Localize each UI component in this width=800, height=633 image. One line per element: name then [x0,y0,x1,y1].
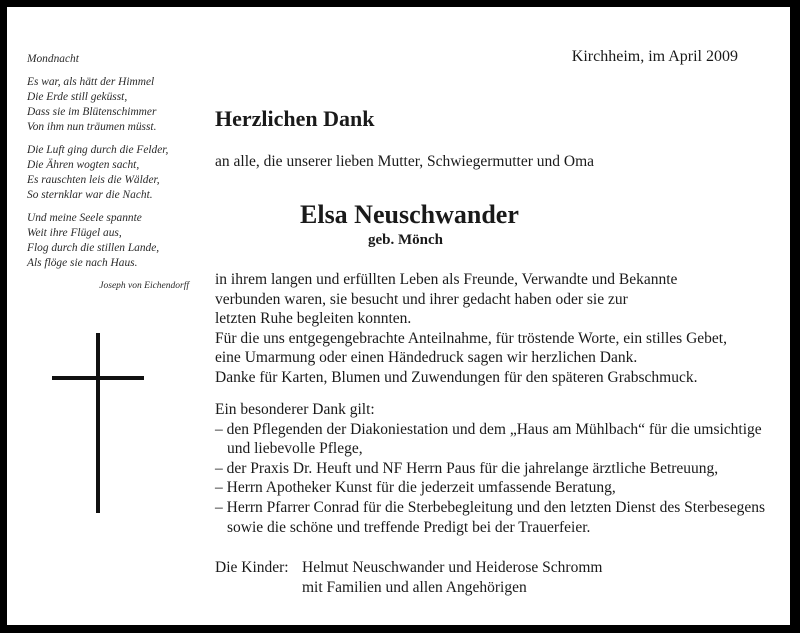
poem-line: Dass sie im Blütenschimmer [27,106,157,118]
poem-stanza-3 [27,211,197,271]
special-thanks-heading: Ein besonderer Dank gilt: [215,401,375,418]
signature-label: Die Kinder: [215,559,289,576]
birth-name: geb. Mönch [368,232,443,248]
body-line: verbunden waren, sie besucht und ihrer gedacht haben oder sie zur [215,290,628,308]
poem-line: Die Luft ging durch die Felder, [27,144,169,156]
body-line: eine Umarmung oder einen Händedruck sagen wir herzlichen Dank. [215,349,638,366]
poem-line: So sternklar war die Nacht. [27,189,153,201]
body-line: letzten Ruhe begleiten konnten. [215,310,412,327]
poem-line: Und meine Seele spannte [27,212,142,224]
notice-title: Herzlichen Dank [215,106,375,131]
poem-line: Es war, als hätt der Himmel [27,76,155,88]
poem-line: Als flöge sie nach Haus. [27,257,138,269]
signature [215,558,602,597]
poem [27,52,197,294]
poem-stanza-2 [27,143,197,203]
cross-vertical-bar [96,333,100,513]
poem-title: Mondnacht [27,53,79,65]
body-line: Danke für Karten, Blumen und Zuwendungen für den späteren Grabschmuck. [215,368,698,386]
special-thanks [215,400,785,537]
deceased-name: Elsa Neuschwander [300,200,519,229]
cross-horizontal-bar [52,376,144,380]
poem-line: Die Erde still geküsst, [27,91,128,103]
poem-line: Von ihm nun träumen müsst. [27,121,157,133]
thanks-item: – den Pflegenden der Diakoniestation und dem „Haus am Mühlbach“ für die umsichtige und liebevolle Pflege, [215,420,762,458]
poem-line: Die Ähren wogten sacht, [27,159,140,171]
poem-line: Es rauschten leis die Wälder, [27,174,160,186]
signature-names: Helmut Neuschwander und Heiderose Schromm [302,559,603,576]
body-text [215,270,785,387]
body-line: Für die uns entgegengebrachte Anteilnahme, für tröstende Worte, ein stilles Gebet, [215,329,727,347]
poem-author: Joseph von Eichendorff [99,281,189,291]
poem-line: Weit ihre Flügel aus, [27,227,122,239]
thanks-item: – der Praxis Dr. Heuft und NF Herrn Paus für die jahrelange ärztliche Betreuung, [215,459,719,477]
thanks-item: – Herrn Pfarrer Conrad für die Sterbebegleitung und den letzten Dienst des Sterbesegens sowie die schöne und treffende Predigt bei der Trauerfeier. [215,498,766,536]
signature-family: mit Familien und allen Angehörigen [302,578,527,596]
obituary-notice [7,7,790,625]
poem-line: Flog durch die stillen Lande, [27,242,160,254]
thanks-item: – Herrn Apotheker Kunst für die jederzeit umfassende Beratung, [215,479,616,497]
poem-stanza-1 [27,75,197,135]
place-date: Kirchheim, im April 2009 [571,48,738,65]
intro-line: an alle, die unserer lieben Mutter, Schwiegermutter und Oma [215,153,595,170]
body-line: in ihrem langen und erfüllten Leben als Freunde, Verwandte und Bekannte [215,271,678,288]
